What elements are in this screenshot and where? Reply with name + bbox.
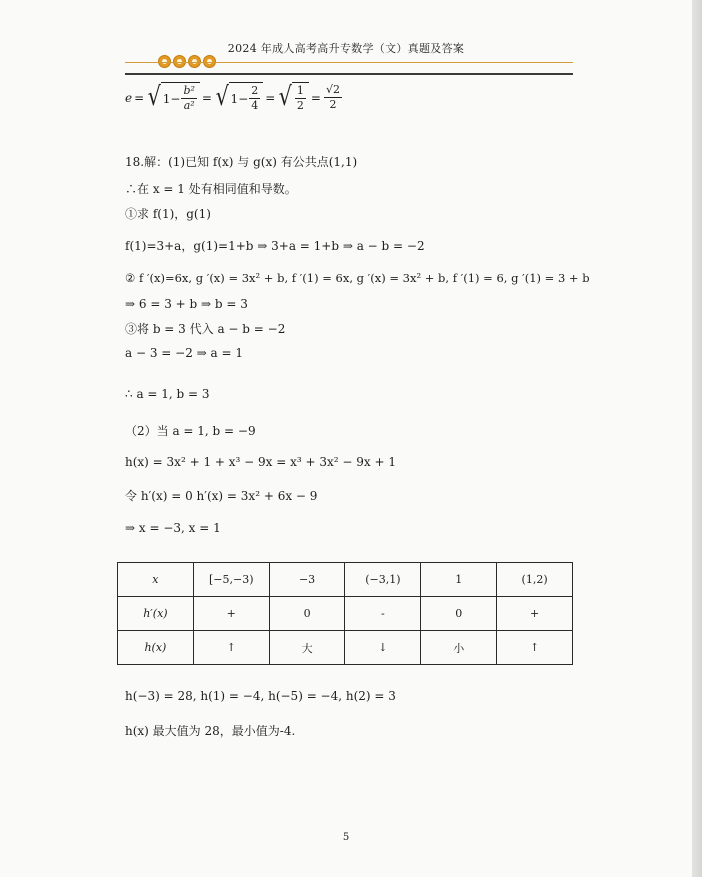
table-cell: ↓ <box>345 631 421 665</box>
solution-equation-1: f(1)=3+a，g(1)=1+b ⇒ 3+a = 1+b ⇒ a − b = −2 <box>125 239 425 253</box>
page-number: 5 <box>342 832 350 843</box>
fraction-sqrt2-2 <box>324 83 342 112</box>
formula-eq: = <box>134 90 145 105</box>
radical: √ 1 − $\frac{\text{b²}}{\text{a²}}$ <box>146 82 200 113</box>
formula-eq: = <box>265 90 276 105</box>
radical: √ 1 − $\frac{2}{4}$ <box>214 82 263 113</box>
formula-minus: − <box>238 91 249 106</box>
eccentricity-formula <box>125 82 343 113</box>
table-cell: x <box>118 563 194 597</box>
table-cell: (1,2) <box>497 563 573 597</box>
numerator: √2 <box>325 83 340 96</box>
solution-derivative: 令 h′(x) = 0 h′(x) = 3x² + 6x − 9 <box>125 489 318 503</box>
table-cell: + <box>497 597 573 631</box>
formula-eq: = <box>201 90 212 105</box>
header-title: 2024 年成人高考高升专数学（文）真题及答案 <box>227 42 465 55</box>
solution-result-1: ∴ a = 1, b = 3 <box>125 387 210 401</box>
table-cell: h(x) <box>118 631 194 665</box>
solution-intro: 18.解：(1)已知 f(x) 与 g(x) 有公共点(1,1) <box>125 155 358 169</box>
solution-equation-3: a − 3 = −2 ⇒ a = 1 <box>125 346 244 360</box>
table-cell: - <box>345 597 421 631</box>
table-row <box>118 597 573 631</box>
solution-roots: ⇒ x = −3, x = 1 <box>125 521 221 535</box>
formula-eq: = <box>310 90 321 105</box>
formula-one: 1 <box>230 91 239 106</box>
fraction-1-2 <box>295 84 306 113</box>
numerator: b² <box>183 84 195 97</box>
solution-step-2: ② f ′(x)=6x, g ′(x) = 3x² + b, f ′(1) = 6x, g ′(x) = 3x² + b, f ′(1) = 6, g ′(1) = 3 + b <box>125 271 590 285</box>
numerator: 1 <box>296 84 304 97</box>
solution-conclusion: h(x) 最大值为 28，最小值为-4. <box>125 724 296 738</box>
table-cell: h′(x) <box>118 597 194 631</box>
radical: √ $\frac{1}{2}$ <box>277 82 309 113</box>
table-cell: 0 <box>421 597 497 631</box>
formula-one: 1 <box>162 91 171 106</box>
table-cell: ↑ <box>193 631 269 665</box>
fraction-2-4 <box>249 84 260 113</box>
formula-var-e: e <box>125 90 133 105</box>
header-rule-dark <box>125 73 573 75</box>
solution-values: h(−3) = 28, h(1) = −4, h(−5) = −4, h(2) = 3 <box>125 689 396 703</box>
fraction-b2-a2 <box>181 84 196 113</box>
solution-part-2: （2）当 a = 1, b = −9 <box>125 424 256 438</box>
formula-minus: − <box>170 91 181 106</box>
denominator: 2 <box>329 98 337 111</box>
table-cell: 小 <box>421 631 497 665</box>
table-cell: (−3,1) <box>345 563 421 597</box>
solution-therefore-1: ∴在 x = 1 处有相同值和导数。 <box>125 182 297 196</box>
denominator: 2 <box>296 99 304 112</box>
solution-step-1: ①求 f(1)，g(1) <box>125 207 211 221</box>
solution-h-definition: h(x) = 3x² + 1 + x³ − 9x = x³ + 3x² − 9x + 1 <box>125 455 396 469</box>
table-cell: 0 <box>269 597 345 631</box>
table-cell: ↑ <box>497 631 573 665</box>
table-cell: 大 <box>269 631 345 665</box>
solution-step-3: ③将 b = 3 代入 a − b = −2 <box>125 322 286 336</box>
table-row <box>118 563 573 597</box>
table-cell: + <box>193 597 269 631</box>
monotonicity-table <box>117 562 573 665</box>
table-cell: −3 <box>269 563 345 597</box>
denominator: 4 <box>251 99 259 112</box>
table-cell: 1 <box>421 563 497 597</box>
denominator: a² <box>183 99 195 112</box>
numerator: 2 <box>251 84 259 97</box>
page-edge-shadow <box>692 0 702 877</box>
header-rule-orange <box>125 62 573 63</box>
table-cell: [−5,−3) <box>193 563 269 597</box>
solution-equation-2: ⇒ 6 = 3 + b ⇒ b = 3 <box>125 297 248 311</box>
table-row <box>118 631 573 665</box>
